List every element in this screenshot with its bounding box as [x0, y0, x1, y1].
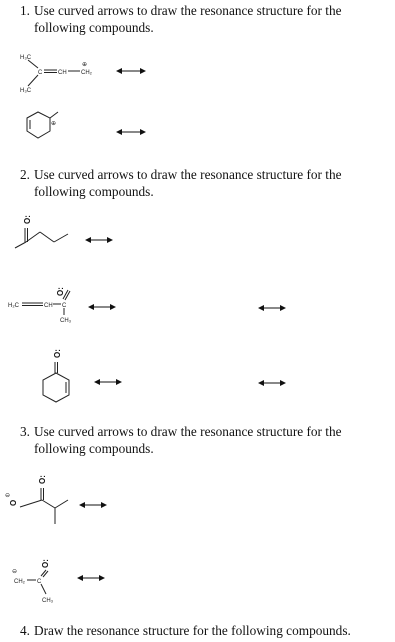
ch-label: CH: [58, 70, 67, 76]
h3c-bottom-label: H₃C: [20, 88, 32, 94]
question-2-number: 2.: [20, 167, 30, 182]
bond: [54, 234, 68, 242]
question-1-line1: Use curved arrows to draw the resonance structure for the: [34, 3, 342, 18]
ketone-structure: [15, 215, 68, 248]
question-2-line2: following compounds.: [34, 184, 154, 199]
oxygen-label: O:: [23, 215, 32, 224]
ch-label: CH: [44, 303, 53, 309]
ch2-label: CH₂: [14, 579, 25, 585]
question-3-line2: following compounds.: [34, 441, 154, 456]
bond: [42, 500, 55, 508]
positive-charge-label: ⊕: [82, 62, 88, 68]
bond: [40, 232, 54, 242]
c-label: C: [62, 303, 67, 309]
enone-structure: [8, 287, 72, 324]
c-label: C: [38, 70, 43, 76]
positive-charge-label: ⊕: [51, 121, 57, 127]
ch2-label: CH₂: [81, 70, 92, 76]
carbonyl-bond: [65, 291, 70, 300]
cyclohexenone-structure: [43, 349, 69, 402]
carbonyl-bond: [41, 570, 46, 576]
bond: [55, 500, 68, 508]
bond: [28, 75, 38, 86]
h2c-label: H₂C: [8, 303, 19, 309]
c-label: C: [37, 579, 42, 585]
ring: [43, 373, 69, 402]
carbonyl-bond: [43, 571, 48, 577]
enolate-carbanion-structure: [12, 559, 54, 604]
question-4-line1: Draw the resonance structure for the following compounds.: [34, 623, 351, 638]
allyl-cation-structure: [20, 55, 93, 94]
oxygen-top-label: O:: [38, 475, 47, 484]
bond: [15, 242, 26, 248]
question-4-number: 4.: [20, 623, 30, 638]
ch3-label: CH₃: [60, 318, 72, 324]
oxygen-negative-label: O: [9, 499, 18, 506]
oxygen-label: O:: [53, 349, 62, 358]
question-1-line2: following compounds.: [34, 20, 154, 35]
bond: [20, 500, 42, 507]
bond: [28, 60, 38, 68]
cyclohexenyl-cation-structure: [27, 112, 58, 138]
carboxylate-structure: [5, 475, 68, 524]
methyl-bond: [50, 112, 58, 118]
oxygen-label: O:: [56, 287, 65, 296]
bond: [41, 584, 46, 594]
negative-charge-label: ⊖: [5, 493, 11, 499]
oxygen-label: O:: [41, 559, 50, 568]
question-2-line1: Use curved arrows to draw the resonance structure for the: [34, 167, 342, 182]
question-1-number: 1.: [20, 3, 30, 18]
question-3-number: 3.: [20, 424, 30, 439]
question-3-line1: Use curved arrows to draw the resonance structure for the: [34, 424, 342, 439]
negative-charge-label: ⊖: [12, 569, 18, 575]
bond: [26, 232, 40, 242]
h3c-top-label: H₃C: [20, 55, 32, 61]
ch3-label: CH₃: [42, 598, 54, 604]
